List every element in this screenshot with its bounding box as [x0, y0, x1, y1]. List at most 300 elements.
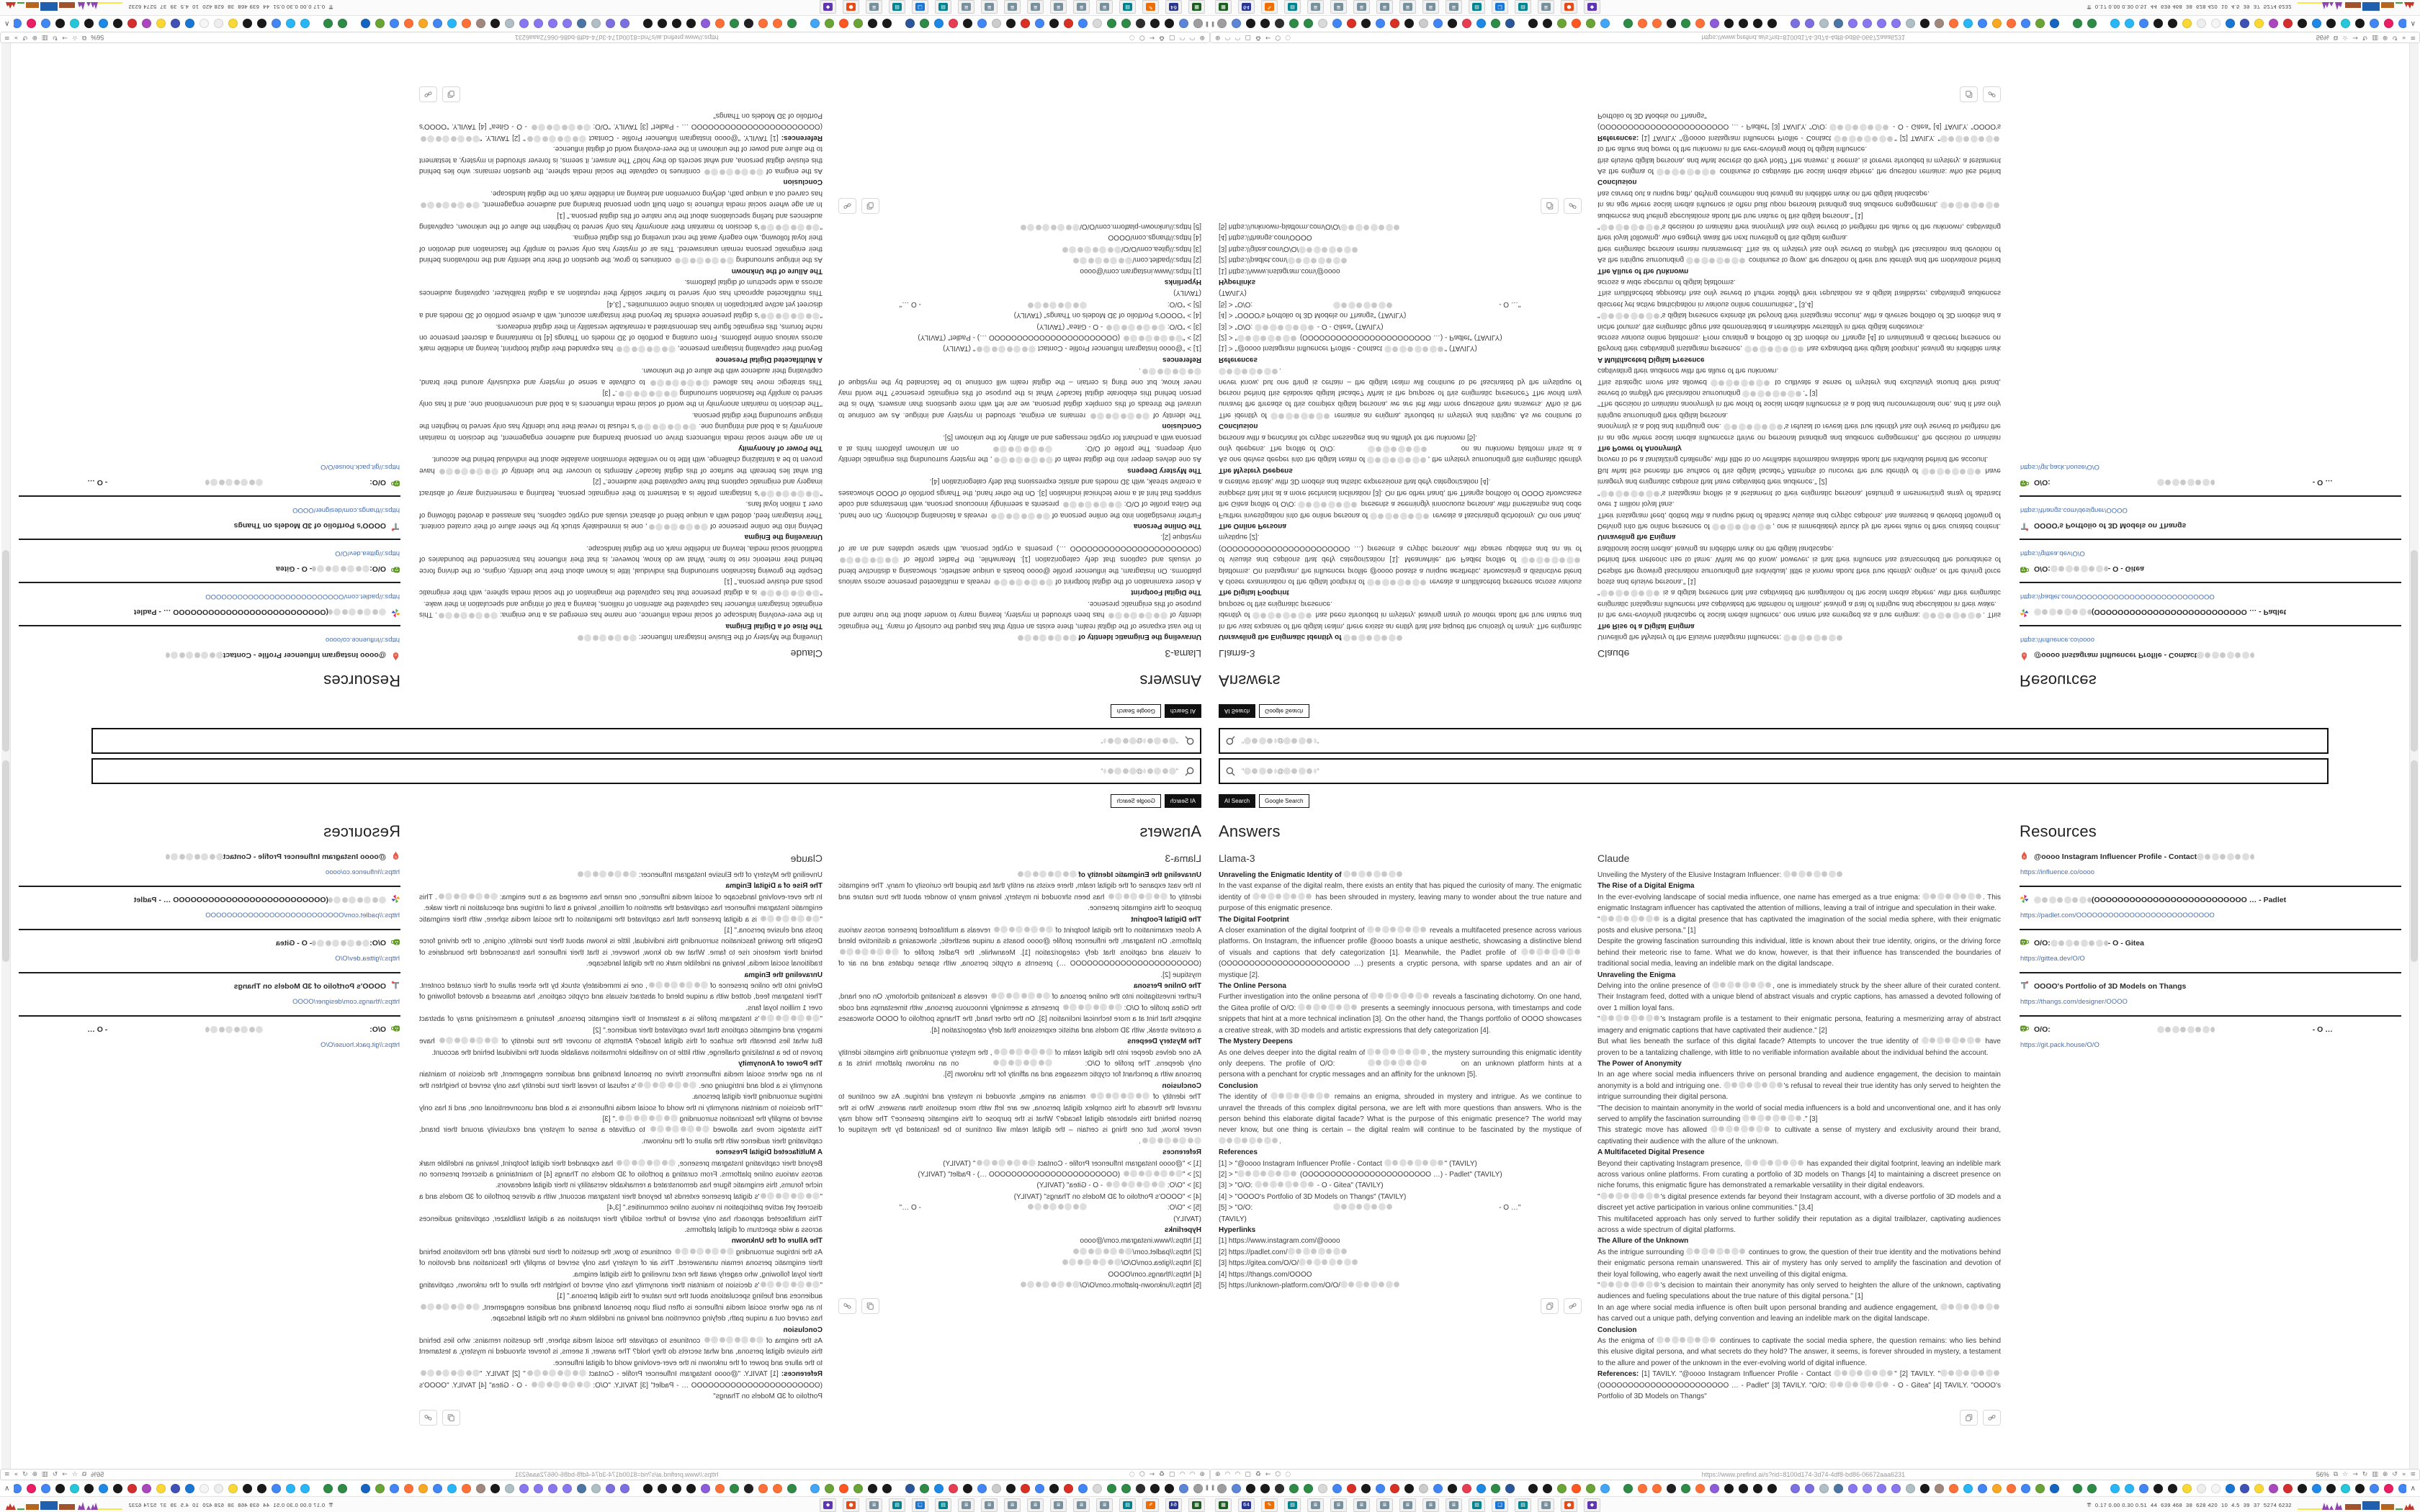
resource-link[interactable]: https://gittea.dev/O/O [335, 549, 400, 557]
toolbar-icon[interactable]: » [14, 1471, 19, 1478]
browser-tab[interactable] [338, 1484, 347, 1493]
browser-tab[interactable] [214, 1484, 223, 1493]
browser-tab[interactable] [1217, 19, 1227, 29]
browser-tab[interactable] [1920, 1484, 1930, 1493]
nav-icon[interactable]: ▢ [1169, 34, 1175, 41]
taskbar-app[interactable]: ▦ [1215, 1, 1232, 14]
browser-tab[interactable] [1505, 1484, 1515, 1493]
browser-tab[interactable] [1949, 19, 1958, 29]
browser-tab[interactable] [228, 19, 238, 29]
browser-tab[interactable] [577, 19, 586, 29]
copy-answer-button[interactable] [1541, 1298, 1559, 1314]
ai-search-button[interactable]: AI Search [1219, 704, 1255, 718]
taskbar-app[interactable]: ▤ [889, 1498, 905, 1512]
toolbar-icon[interactable]: ≡ [4, 1471, 10, 1478]
url-text[interactable]: https://www.prefind.ai/s?rid=8100d174-3d74-4df8-bd86-06672aaa6231 [514, 34, 719, 41]
browser-tab[interactable] [2312, 1484, 2321, 1493]
browser-tab[interactable] [1390, 1484, 1399, 1493]
resource-link[interactable]: https://influence.co/oooo [2020, 636, 2094, 644]
browser-tab[interactable] [1361, 1484, 1371, 1493]
taskbar-app[interactable]: ▤ [1119, 1498, 1136, 1512]
browser-tab[interactable] [2298, 19, 2307, 29]
nav-icon[interactable]: ◌ [1285, 34, 1291, 41]
browser-tab[interactable] [490, 1484, 500, 1493]
browser-tab[interactable] [2398, 19, 2406, 29]
nav-icon[interactable]: ◌ [1129, 1471, 1135, 1478]
share-link-button[interactable] [1564, 198, 1582, 214]
browser-tab[interactable] [1136, 19, 1145, 29]
nav-icon[interactable]: ▢ [1245, 34, 1251, 41]
taskbar-app[interactable]: ◆ [1584, 1, 1600, 14]
browser-tab[interactable] [1390, 19, 1399, 29]
nav-icon[interactable]: ◠ [1189, 34, 1196, 41]
browser-tab[interactable] [658, 19, 667, 29]
browser-tab[interactable] [2312, 19, 2321, 29]
browser-tab[interactable] [2154, 1484, 2163, 1493]
browser-tab[interactable] [2211, 1484, 2220, 1493]
tray-arrow-icon[interactable]: ⇈ [328, 1501, 333, 1508]
browser-tab[interactable] [1304, 19, 1313, 29]
browser-tab[interactable] [156, 19, 166, 29]
page-scrollbar[interactable] [2409, 756, 2419, 1469]
share-link-button[interactable] [1983, 1410, 2001, 1426]
browser-tab[interactable] [2398, 1484, 2406, 1493]
scrollbar-thumb[interactable] [2411, 760, 2418, 962]
browser-tab[interactable] [773, 19, 782, 29]
search-input[interactable] [1219, 728, 2329, 754]
tray-arrow-icon[interactable]: ⇈ [2087, 4, 2092, 11]
browser-tab[interactable] [375, 19, 385, 29]
browser-tab[interactable] [1753, 19, 1762, 29]
browser-tab[interactable] [1753, 1484, 1762, 1493]
browser-tab[interactable] [1006, 1484, 1016, 1493]
resource-link[interactable]: https://thangs.com/designer/OOOO [292, 998, 400, 1006]
browser-tab[interactable] [1193, 1484, 1203, 1493]
browser-tab[interactable] [1078, 1484, 1088, 1493]
browser-tab[interactable] [1376, 1484, 1385, 1493]
taskbar-app[interactable]: ● [1561, 1, 1577, 14]
browser-tab[interactable] [1791, 19, 1800, 29]
browser-tab[interactable] [462, 1484, 471, 1493]
browser-tab[interactable] [591, 19, 601, 29]
browser-tab[interactable] [1695, 19, 1705, 29]
browser-tab[interactable] [2298, 1484, 2307, 1493]
toolbar-icon[interactable]: ⧉ [2333, 1471, 2339, 1478]
taskbar-app[interactable]: ≣ [1307, 1, 1324, 14]
browser-tab[interactable] [2370, 19, 2379, 29]
browser-tab[interactable] [1586, 1484, 1595, 1493]
toolbar-icon[interactable]: ↻ [2362, 1471, 2368, 1478]
browser-tab[interactable] [1347, 19, 1356, 29]
taskbar-app[interactable]: ✎ [1142, 1, 1159, 14]
browser-tab[interactable] [1920, 19, 1930, 29]
browser-tab[interactable] [1260, 19, 1270, 29]
toolbar-icon[interactable]: » [14, 34, 19, 41]
browser-tab[interactable] [977, 1484, 987, 1493]
ai-search-button[interactable]: AI Search [1165, 704, 1201, 718]
taskbar-app[interactable]: ≣ [1330, 1498, 1347, 1512]
browser-tab[interactable] [1232, 1484, 1241, 1493]
taskbar-app[interactable]: ≣ [1073, 1498, 1090, 1512]
browser-tab[interactable] [1165, 1484, 1174, 1493]
taskbar-app[interactable]: ≣ [1050, 1, 1067, 14]
toolbar-icon[interactable]: ↻ [52, 34, 58, 41]
copy-answer-button[interactable] [861, 198, 879, 214]
browser-tab[interactable] [519, 1484, 529, 1493]
taskbar-app[interactable]: ▤ [1515, 1, 1531, 14]
browser-tab[interactable] [839, 1484, 848, 1493]
browser-tab[interactable] [2211, 19, 2220, 29]
browser-tab[interactable] [99, 19, 108, 29]
browser-tab[interactable] [214, 19, 223, 29]
browser-tab[interactable] [672, 1484, 681, 1493]
browser-tab[interactable] [1462, 1484, 1471, 1493]
browser-tab[interactable] [1121, 19, 1131, 29]
browser-tab[interactable] [787, 1484, 797, 1493]
toolbar-icon[interactable]: → [62, 1471, 68, 1478]
browser-tab[interactable] [1710, 1484, 1719, 1493]
toolbar-icon[interactable]: ⊕ [2382, 34, 2388, 41]
browser-tab[interactable] [853, 1484, 863, 1493]
browser-tab[interactable] [1891, 19, 1901, 29]
browser-tab[interactable] [920, 1484, 929, 1493]
browser-tab[interactable] [934, 1484, 944, 1493]
browser-tab[interactable] [2326, 1484, 2336, 1493]
browser-tab[interactable] [1491, 1484, 1500, 1493]
taskbar-app[interactable]: ▦ [1188, 1498, 1205, 1512]
taskbar-app[interactable]: ❑ [912, 1, 928, 14]
google-search-button[interactable]: Google Search [1111, 794, 1160, 808]
browser-tab[interactable] [534, 1484, 543, 1493]
browser-tab[interactable] [1623, 1484, 1633, 1493]
browser-tab[interactable] [490, 19, 500, 29]
url-text[interactable]: https://www.prefind.ai/s?rid=8100d174-3d74-4df8-bd86-06672aaa6231 [1701, 34, 1906, 41]
share-link-button[interactable] [1564, 1298, 1582, 1314]
browser-tab[interactable] [1819, 19, 1829, 29]
browser-tab[interactable] [1150, 1484, 1160, 1493]
browser-tab[interactable] [1275, 19, 1284, 29]
browser-tab[interactable] [1710, 19, 1719, 29]
browser-tab[interactable] [1476, 19, 1486, 29]
browser-tab[interactable] [2370, 1484, 2379, 1493]
browser-tab[interactable] [41, 1484, 50, 1493]
browser-tab[interactable] [1695, 1484, 1705, 1493]
browser-tab[interactable] [1978, 1484, 1987, 1493]
taskbar-app[interactable]: ▦ [1188, 1, 1205, 14]
browser-tab[interactable] [620, 1484, 629, 1493]
taskbar-app[interactable]: ❑ [1492, 1498, 1508, 1512]
browser-tab[interactable] [1035, 1484, 1044, 1493]
browser-tab[interactable] [2182, 19, 2192, 29]
browser-tab[interactable] [1419, 1484, 1428, 1493]
browser-tab[interactable] [257, 19, 266, 29]
browser-tab[interactable] [171, 1484, 180, 1493]
resource-link[interactable]: https://gittea.dev/O/O [2020, 549, 2085, 557]
browser-tab[interactable] [433, 1484, 442, 1493]
browser-tab[interactable] [1877, 19, 1886, 29]
resource-link[interactable]: https://thangs.com/designer/OOOO [2020, 998, 2128, 1006]
nav-icon[interactable]: ♻ [1159, 1471, 1165, 1478]
browser-tab[interactable] [773, 1484, 782, 1493]
browser-tab[interactable] [2035, 1484, 2045, 1493]
browser-tab[interactable] [1121, 1484, 1131, 1493]
browser-tab[interactable] [744, 19, 753, 29]
nav-icon[interactable]: ◠ [1234, 34, 1241, 41]
browser-tab[interactable] [1332, 19, 1342, 29]
browser-tab[interactable] [701, 1484, 710, 1493]
browser-tab[interactable] [920, 19, 929, 29]
taskbar-app[interactable]: ≣ [1422, 1, 1439, 14]
browser-tab[interactable] [2125, 19, 2134, 29]
nav-icon[interactable]: ▢ [1245, 1471, 1251, 1478]
browser-tab[interactable] [2154, 19, 2163, 29]
nav-icon[interactable]: ⊕ [1199, 34, 1205, 41]
browser-tab[interactable] [418, 19, 428, 29]
browser-tab[interactable] [2168, 19, 2177, 29]
browser-tab[interactable] [963, 1484, 972, 1493]
browser-tab[interactable] [27, 19, 36, 29]
resource-link[interactable]: https://gittea.dev/O/O [2020, 955, 2085, 963]
browser-tab[interactable] [2341, 1484, 2350, 1493]
browser-tab[interactable] [2021, 1484, 2030, 1493]
browser-tab[interactable] [55, 1484, 65, 1493]
toolbar-icon[interactable]: → [2352, 1471, 2358, 1478]
toolbar-icon[interactable]: » [2401, 34, 2406, 41]
browser-tab[interactable] [730, 19, 739, 29]
browser-tab[interactable] [113, 19, 122, 29]
browser-tab[interactable] [447, 1484, 457, 1493]
nav-icon[interactable]: ⬡ [1139, 1471, 1145, 1478]
browser-tab[interactable] [730, 1484, 739, 1493]
browser-tab[interactable] [1006, 19, 1016, 29]
taskbar-app[interactable]: ✎ [1261, 1498, 1278, 1512]
taskbar-app[interactable]: ≣ [981, 1498, 998, 1512]
browser-tab[interactable] [1652, 19, 1662, 29]
taskbar-app[interactable]: ◆ [1584, 1498, 1600, 1512]
browser-tab[interactable] [323, 19, 333, 29]
browser-tab[interactable] [758, 19, 768, 29]
browser-tab[interactable] [905, 19, 915, 29]
browser-tab[interactable] [643, 19, 653, 29]
taskbar-app[interactable]: ▤ [1469, 1, 1485, 14]
browser-tab[interactable] [1318, 1484, 1327, 1493]
resource-link[interactable]: https://influence.co/oooo [2020, 868, 2094, 876]
ai-search-button[interactable]: AI Search [1219, 794, 1255, 808]
copy-answer-button[interactable] [1960, 1410, 1978, 1426]
browser-tab[interactable] [2240, 19, 2249, 29]
browser-tab[interactable] [1289, 19, 1299, 29]
browser-tab[interactable] [505, 19, 514, 29]
browser-tab[interactable] [563, 19, 572, 29]
browser-tab[interactable] [1093, 1484, 1102, 1493]
taskbar-app[interactable]: ▤ [889, 1, 905, 14]
browser-tab[interactable] [70, 19, 79, 29]
browser-tab[interactable] [185, 19, 194, 29]
toolbar-icon[interactable]: → [62, 34, 68, 41]
share-link-button[interactable] [838, 1298, 856, 1314]
browser-tab[interactable] [300, 1484, 310, 1493]
browser-tab[interactable] [1107, 19, 1116, 29]
browser-tab[interactable] [2168, 1484, 2177, 1493]
nav-icon[interactable]: ⊕ [1215, 1471, 1221, 1478]
browser-tab[interactable] [2355, 1484, 2365, 1493]
browser-tab[interactable] [84, 1484, 94, 1493]
browser-tab[interactable] [1848, 1484, 1857, 1493]
browser-tab[interactable] [1404, 19, 1414, 29]
browser-tab[interactable] [300, 19, 310, 29]
browser-tab[interactable] [2326, 19, 2336, 29]
taskbar-app[interactable]: ≣ [1004, 1498, 1021, 1512]
browser-tab[interactable] [2021, 19, 2030, 29]
browser-tab[interactable] [2087, 19, 2097, 29]
browser-tab[interactable] [2240, 1484, 2249, 1493]
nav-icon[interactable]: ♻ [1255, 1471, 1261, 1478]
browser-tab[interactable] [1064, 1484, 1073, 1493]
nav-icon[interactable]: ♻ [1255, 34, 1261, 41]
taskbar-app[interactable]: ❑ [1492, 1, 1508, 14]
browser-tab[interactable] [433, 19, 442, 29]
taskbar-app[interactable]: ≣ [1096, 1, 1113, 14]
taskbar-app[interactable]: ≣ [1446, 1498, 1462, 1512]
taskbar-app[interactable]: ▤ [1119, 1, 1136, 14]
taskbar-app[interactable]: ▤ [1284, 1498, 1301, 1512]
nav-icon[interactable]: ← [1149, 34, 1155, 41]
browser-tab[interactable] [1572, 19, 1581, 29]
browser-tab[interactable] [1165, 19, 1174, 29]
browser-tab[interactable] [1724, 1484, 1734, 1493]
browser-tab[interactable] [1260, 1484, 1270, 1493]
browser-tab[interactable] [810, 1484, 820, 1493]
browser-tab[interactable] [1505, 19, 1515, 29]
google-search-button[interactable]: Google Search [1259, 794, 1309, 808]
browser-tab[interactable] [1767, 19, 1777, 29]
copy-answer-button[interactable] [861, 1298, 879, 1314]
browser-tab[interactable] [1557, 19, 1567, 29]
browser-tab[interactable] [1681, 19, 1690, 29]
browser-tab[interactable] [963, 19, 972, 29]
browser-tab[interactable] [1433, 1484, 1443, 1493]
browser-tab[interactable] [1232, 19, 1241, 29]
toolbar-icon[interactable]: ⧉ [81, 34, 87, 41]
browser-tab[interactable] [1107, 1484, 1116, 1493]
share-link-button[interactable] [1983, 87, 2001, 103]
taskbar-app[interactable]: ▤ [1469, 1498, 1485, 1512]
browser-tab[interactable] [1557, 1484, 1567, 1493]
browser-tab[interactable] [243, 1484, 252, 1493]
browser-tab[interactable] [1543, 1484, 1552, 1493]
browser-tab[interactable] [390, 19, 399, 29]
nav-icon[interactable]: ♻ [1159, 34, 1165, 41]
search-input[interactable] [1219, 758, 2329, 784]
browser-tab[interactable] [1275, 1484, 1284, 1493]
browser-tab[interactable] [286, 1484, 295, 1493]
browser-tab[interactable] [1891, 1484, 1901, 1493]
browser-tab[interactable] [1805, 19, 1814, 29]
toolbar-icon[interactable]: ☆ [2342, 34, 2349, 41]
browser-tab[interactable] [1179, 19, 1188, 29]
browser-tab[interactable] [1021, 19, 1030, 29]
browser-tab[interactable] [701, 19, 710, 29]
browser-tab[interactable] [787, 19, 797, 29]
nav-icon[interactable]: ◠ [1234, 1471, 1241, 1478]
browser-tab[interactable] [977, 19, 987, 29]
browser-tab[interactable] [2254, 1484, 2264, 1493]
browser-tab[interactable] [1949, 1484, 1958, 1493]
browser-tab[interactable] [404, 1484, 413, 1493]
browser-tab[interactable] [992, 1484, 1001, 1493]
taskbar-app[interactable]: ≣ [1353, 1498, 1370, 1512]
toolbar-icon[interactable]: ↺ [22, 34, 28, 41]
browser-tab[interactable] [1848, 19, 1857, 29]
google-search-button[interactable]: Google Search [1259, 704, 1309, 718]
nav-icon[interactable]: ◌ [1129, 34, 1135, 41]
resource-link[interactable]: https://git.pack.house/O/O [321, 1041, 400, 1049]
browser-tab[interactable] [1448, 19, 1457, 29]
browser-tab[interactable] [839, 19, 848, 29]
taskbar-app[interactable]: ● [843, 1, 859, 14]
browser-tab[interactable] [361, 19, 370, 29]
nav-icon[interactable]: ← [1149, 1471, 1155, 1478]
taskbar-app[interactable]: ≣ [1330, 1, 1347, 14]
resource-link[interactable]: https://thangs.com/designer/OOOO [2020, 506, 2128, 514]
browser-tab[interactable] [1347, 1484, 1356, 1493]
nav-icon[interactable]: ◠ [1179, 1471, 1186, 1478]
browser-tab[interactable] [1049, 1484, 1059, 1493]
resource-link[interactable]: https://padlet.com/OOOOOOOOOOOOOOOOOOOOOOOOOO [2020, 593, 2215, 600]
taskbar-app[interactable]: ≣ [1307, 1498, 1324, 1512]
tray-arrow-icon[interactable]: ⇈ [2087, 1501, 2092, 1508]
tray-arrow-icon[interactable]: ⇈ [328, 4, 333, 11]
resource-link[interactable]: https://padlet.com/OOOOOOOOOOOOOOOOOOOOOOOOOO [205, 912, 400, 919]
tab-overflow-chevron-icon[interactable]: ∧ [2410, 19, 2416, 28]
taskbar-app[interactable]: ≣ [1027, 1, 1044, 14]
browser-tab[interactable] [1376, 19, 1385, 29]
browser-tab[interactable] [272, 19, 281, 29]
browser-tab[interactable] [1491, 19, 1500, 29]
browser-tab[interactable] [1600, 1484, 1610, 1493]
browser-tab[interactable] [2007, 1484, 2016, 1493]
browser-tab[interactable] [505, 1484, 514, 1493]
toolbar-icon[interactable]: ↺ [2392, 34, 2398, 41]
taskbar-app[interactable]: ≣ [1399, 1, 1416, 14]
scrollbar-thumb[interactable] [2, 760, 9, 962]
browser-tab[interactable] [200, 1484, 209, 1493]
browser-tab[interactable] [338, 19, 347, 29]
browser-tab[interactable] [476, 1484, 485, 1493]
toolbar-icon[interactable]: ▥ [2372, 34, 2378, 41]
browser-tab[interactable] [243, 19, 252, 29]
browser-tab[interactable] [1093, 19, 1102, 29]
browser-tab[interactable] [1638, 1484, 1647, 1493]
taskbar-app[interactable]: ≣ [1096, 1498, 1113, 1512]
browser-tab[interactable] [462, 19, 471, 29]
browser-tab[interactable] [99, 1484, 108, 1493]
toolbar-icon[interactable]: ↻ [52, 1471, 58, 1478]
page-scrollbar[interactable] [2409, 43, 2419, 756]
taskbar-app[interactable]: 64 [1165, 1498, 1182, 1512]
browser-tab[interactable] [1834, 1484, 1843, 1493]
browser-tab[interactable] [2254, 19, 2264, 29]
taskbar-app[interactable]: ≣ [1027, 1498, 1044, 1512]
browser-tab[interactable] [758, 1484, 768, 1493]
browser-tab[interactable] [418, 1484, 428, 1493]
browser-tab[interactable] [2110, 19, 2120, 29]
browser-tab[interactable] [686, 19, 696, 29]
browser-tab[interactable] [2110, 1484, 2120, 1493]
browser-tab[interactable] [715, 1484, 725, 1493]
browser-tab[interactable] [868, 19, 877, 29]
browser-tab[interactable] [113, 1484, 122, 1493]
